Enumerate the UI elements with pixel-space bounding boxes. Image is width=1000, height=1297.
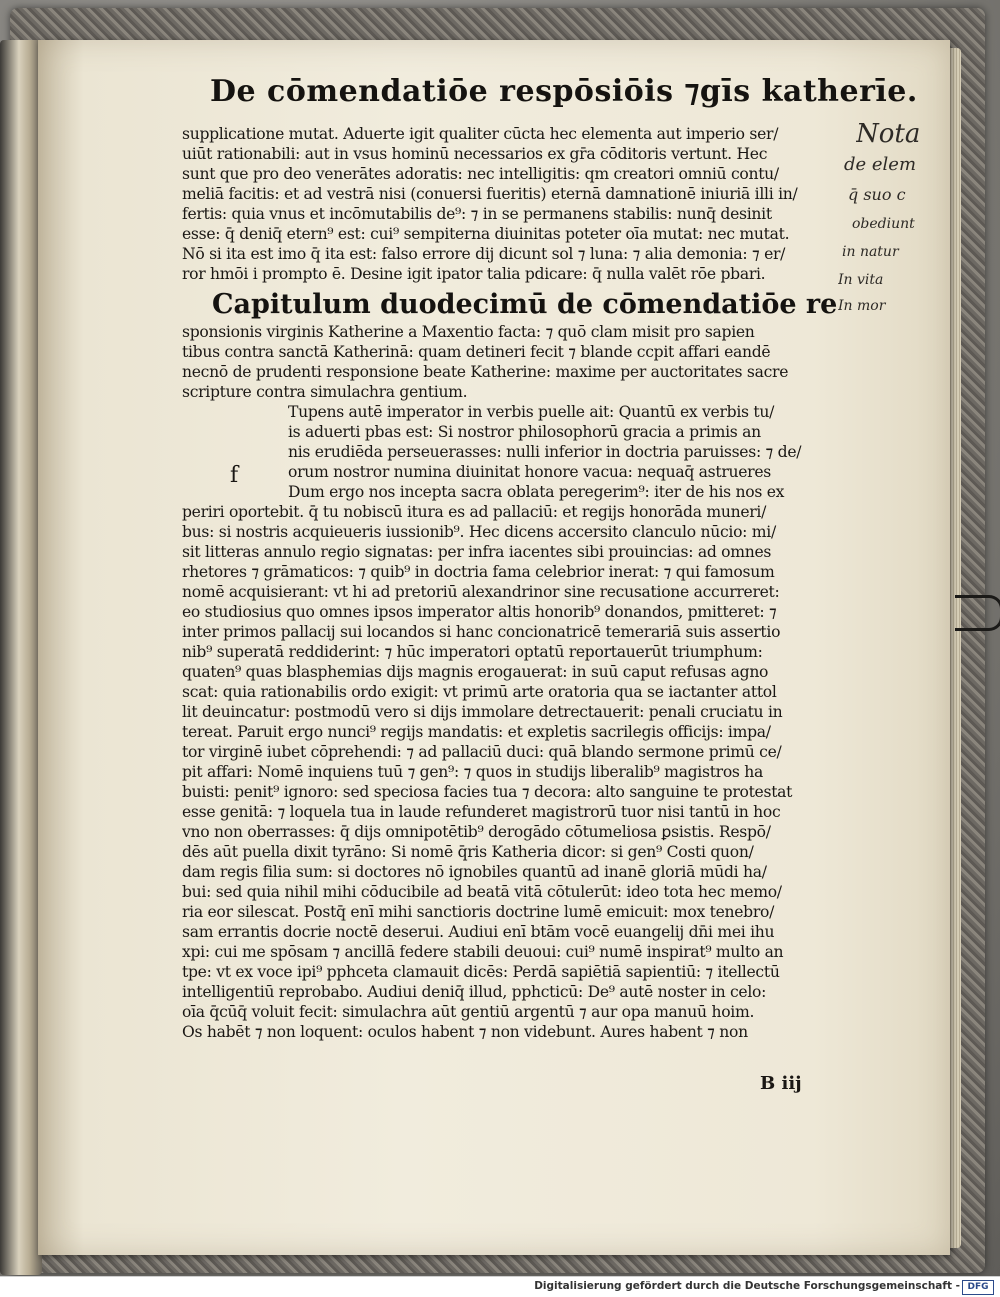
running-title: De cōmendatiōe respōsiōis ⁊gīs katherīe. — [210, 74, 918, 109]
text-line: bui: sed quia nihil mihi cōducibile ad beatā vitā cōtulerūt: ideo tota hec memo/ — [182, 883, 782, 901]
book-spine — [0, 40, 42, 1275]
text-line: esse genitā: ⁊ loquela tua in laude refunderet magistrorū tuor nisi tantū in hoc — [182, 803, 781, 821]
text-line: ror hmōi i prompto ē. Desine igit ipator talia pdicare: q̄ nulla valēt rōe pbari. — [182, 265, 766, 283]
text-line: nib⁹ superatā reddiderint: ⁊ hūc imperatori optatū reportauerūt triumphum: — [182, 643, 763, 661]
text-line: eo studiosius quo omnes ipsos imperator altis honorib⁹ donandos, pmitteret: ⁊ — [182, 603, 777, 621]
text-line: meliā facitis: et ad vestrā nisi (conuersi fueritis) eternā damnationē iniuriā illi in/ — [182, 185, 798, 203]
chapter-summary-line: tibus contra sanctā Katherinā: quam detineri fecit ⁊ blande ccpit affari eandē — [182, 343, 771, 361]
chapter-summary-line: scripture contra simulachra gentium. — [182, 383, 468, 401]
text-line: supplicatione mutat. Aduerte igit qualiter cūcta hec elementa aut imperio ser/ — [182, 125, 779, 143]
funding-credit: Digitalisierung gefördert durch die Deutsche Forschungsgemeinschaft - — [534, 1280, 960, 1292]
text-line: ria eor silescat. Postq̄ enī mihi sanctioris doctrine lumē emicuit: mox tenebro/ — [182, 903, 775, 921]
marginal-note: Nota — [856, 119, 921, 149]
footer-bar — [0, 1276, 1000, 1297]
text-line: dam regis filia sum: si doctores nō ignobiles quantū ad inanē gloriā mūdi ha/ — [182, 863, 767, 881]
text-line: orum nostror numina diuinitat honore vacua: nequaq̄ astrueres — [288, 463, 771, 481]
text-line: sam errantis docrie noctē deserui. Audiui enī btām vocē euangelij dn̄i mei ihu — [182, 923, 775, 941]
text-line: uiūt rationabili: aut in vsus hominū necessarios ex gr̄a cōditoris vertunt. Hec — [182, 145, 768, 163]
chapter-title: Capitulum duodecimū de cōmendatiōe re — [212, 289, 838, 320]
marginal-note: q̄ suo c — [848, 185, 906, 204]
text-line: Nō si ita est imo q̄ ita est: falso errore dij dicunt sol ⁊ luna: ⁊ alia demonia: ⁊ er/ — [182, 245, 786, 263]
text-line: Tupens autē imperator in verbis puelle ait: Quantū ex verbis tu/ — [288, 403, 775, 421]
marginal-note: In vita — [838, 272, 884, 288]
body-indented — [182, 402, 847, 502]
chapter-summary — [182, 322, 847, 402]
text-line: scat: quia rationabilis ordo exigit: vt primū arte oratoria qua se iactanter attol — [182, 683, 777, 701]
text-line: intelligentiū reprobabo. Audiui deniq̄ illud, pphcticū: De⁹ autē noster in celo: — [182, 983, 767, 1001]
chapter-summary-line: necnō de prudenti responsione beate Katherine: maxime per auctoritates sacre — [182, 363, 789, 381]
text-line: oīa q̄cūq̄ voluit fecit: simulachra aūt gentiū argentū ⁊ aur opa manuū hoim. — [182, 1003, 755, 1021]
text-line: sunt que pro deo venerātes adoratis: nec intelligitis: qm creatori omniū contu/ — [182, 165, 779, 183]
bookmark-ribbon — [955, 595, 1000, 631]
text-line: sit litteras annulo regio signatas: per infra iacentes sibi prouincias: ad omnes — [182, 543, 772, 561]
marginal-note: obediunt — [852, 216, 915, 232]
text-line: vno non oberrasses: q̄ dijs omnipotētib⁹ derogādo cōtumeliosa ꝑsistis. Respō/ — [182, 823, 771, 841]
text-line: fertis: quia vnus et incōmutabilis de⁹: ⁊ in se permanens stabilis: nunq̄ desinit — [182, 205, 772, 223]
marginal-note: In mor — [838, 298, 886, 314]
marginal-note: de elem — [844, 154, 917, 175]
text-line: Os habēt ⁊ non loquent: oculos habent ⁊ non videbunt. Aures habent ⁊ non — [182, 1023, 748, 1041]
text-line: xpi: cui me spōsam ⁊ ancillā federe stabili deuoui: cui⁹ numē inspirat⁹ multo an — [182, 943, 784, 961]
marginalia — [838, 118, 948, 318]
margin-mark: f — [230, 463, 239, 488]
body-main — [182, 502, 847, 1042]
text-line: Dum ergo nos incepta sacra oblata peregerim⁹: iter de his nos ex — [288, 483, 785, 501]
text-line: tor virginē iubet cōprehendi: ⁊ ad pallaciū duci: quā blando sermone primū ce/ — [182, 743, 782, 761]
text-line: periri oportebit. q̄ tu nobiscū itura es ad pallaciū: et regijs honorāda muneri/ — [182, 503, 767, 521]
text-line: nomē acquisierant: vt hi ad pretoriū alexandrinor sine recusatione accurreret: — [182, 583, 780, 601]
body-top — [182, 124, 847, 284]
text-line: lit deuincatur: postmodū vero si dijs immolare detrectauerit: penali cruciatu in — [182, 703, 783, 721]
text-line: buisti: penit⁹ ignoro: sed speciosa facies tua ⁊ decora: alto sanguine te protestat — [182, 783, 793, 801]
text-line: nis erudiēda perseuerasses: nulli inferior in doctria paruisses: ⁊ de/ — [288, 443, 802, 461]
text-line: pit affari: Nomē inquiens tuū ⁊ gen⁹: ⁊ quos in studijs liberalib⁹ magistros ha — [182, 763, 764, 781]
text-line: esse: q̄ deniq̄ etern⁹ est: cui⁹ sempiterna diuinitas poteter oīa mutat: nec mutat. — [182, 225, 790, 243]
text-line: inter primos pallacij sui locandos si hanc concionatricē temerariā suis assertio — [182, 623, 781, 641]
text-line: bus: si nostris acquieueris iussionib⁹. Hec dicens accersito clanculo nūcio: mi/ — [182, 523, 776, 541]
text-line: tpe: vt ex voce ipi⁹ pphceta clamauit dicēs: Perdā sapiētiā sapientiū: ⁊ itellectū — [182, 963, 780, 981]
text-block — [182, 124, 847, 1042]
dfg-logo[interactable]: DFG — [962, 1280, 994, 1295]
signature-mark: B iij — [760, 1073, 802, 1094]
text-line: quaten⁹ quas blasphemias dijs magnis erogauerat: in suū caput refusas agno — [182, 663, 769, 681]
text-line: dēs aūt puella dixit tyrāno: Si nomē q̄ris Katheria dicor: si gen⁹ Costi quon/ — [182, 843, 754, 861]
text-line: is aduerti pbas est: Si nostror philosophorū gracia a primis an — [288, 423, 761, 441]
chapter-summary-line: sponsionis virginis Katherine a Maxentio facta: ⁊ quō clam misit pro sapien — [182, 323, 755, 341]
text-line: tereat. Paruit ergo nunci⁹ regijs mandatis: et expletis sacrilegis officijs: impa/ — [182, 723, 771, 741]
text-line: rhetores ⁊ grāmaticos: ⁊ quib⁹ in doctria fama celebrior inerat: ⁊ qui famosum — [182, 563, 775, 581]
marginal-note: in natur — [842, 244, 899, 260]
